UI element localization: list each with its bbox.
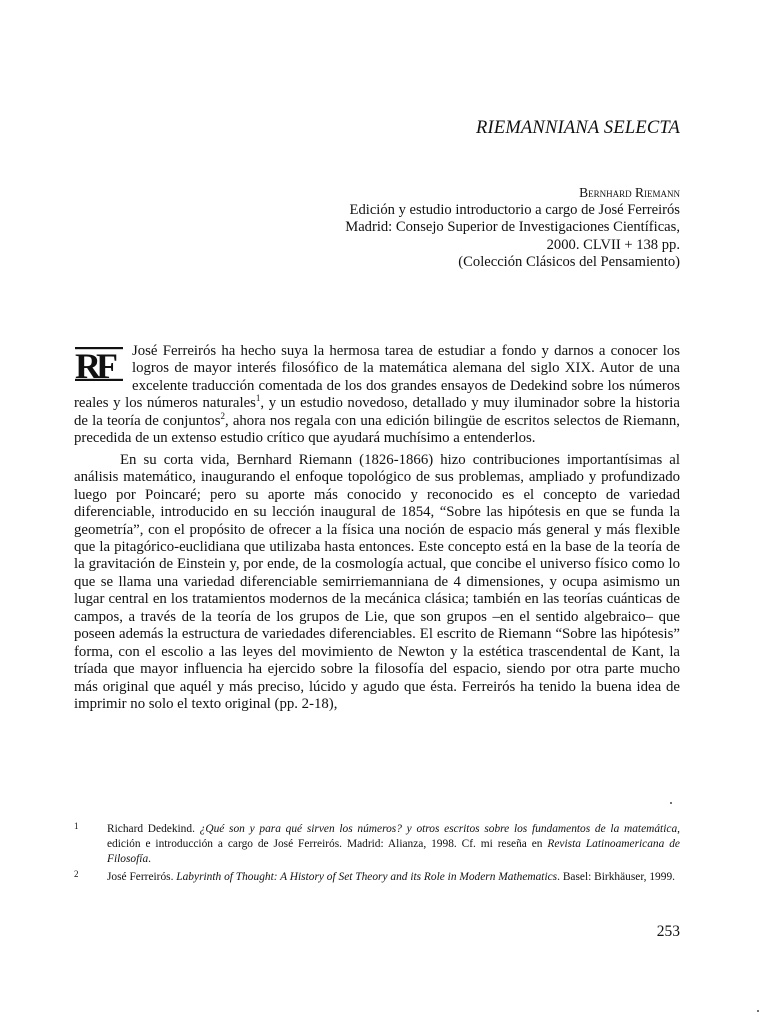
review-title: RIEMANNIANA SELECTA <box>475 118 680 138</box>
scan-speck <box>670 802 672 804</box>
bibliographic-block <box>200 184 680 272</box>
footnote-1: 1 Richard Dedekind. ¿Qué son y para qué sirven los números? y otros escritos sobre los fundamentos de la matemática, edición e introducción a cargo de José Ferreirós. Madrid: Alianza, 1998. Cf. mi reseña en Revista Latinoamericana de Filosofía. <box>74 821 680 866</box>
page-number: 253 <box>656 923 680 940</box>
paragraph-1-text-a: José Ferreirós ha hecho suya la hermosa tarea de estudiar a fondo y darnos a conocer los logros de mayor interés filosófico de la matemática alemana del siglo XIX. Autor de una excelente traducción comentada de los dos grandes ensayos de Dedekind sobre los números reales y los números naturales <box>74 343 680 412</box>
biblio-line-collection: (Colección Clásicos del Pensamiento) <box>458 254 680 271</box>
dropcap-logo <box>74 347 124 381</box>
footnote-journal-title: Revista Latinoamericana de Filosofía <box>107 838 680 866</box>
footnote-book-title: Labyrinth of Thought: A History of Set Theory and its Role in Modern Mathematics <box>176 870 558 883</box>
svg-text:RF: RF <box>75 347 113 381</box>
footnote-ref-1[interactable]: 1 <box>255 393 261 404</box>
footnote-number: 2 <box>74 868 79 879</box>
footnote-number: 1 <box>74 821 79 831</box>
footnote-book-title: ¿Qué son y para qué sirven los números? y otros escritos sobre los fundamentos de la matemática <box>199 823 678 835</box>
paragraph-1-text-b: , y un estudio novedoso, detallado y muy iluminador sobre la historia de la teoría de conjuntos <box>74 395 680 429</box>
book-author: Bernhard Riemann <box>579 185 680 200</box>
paragraph-2: En su corta vida, Bernhard Riemann (1826-1866) hizo contribuciones importantísimas al análisis matemático, inaugurando el enfoque topológico de sus problemas, ampliado y profundizado luego por Poincaré; pero su aporte más conocido y reconocido es el concepto de variedad diferenciable, introducido en su lección inaugural de 1854, “Sobre las hipótesis en que se funda la geometría”, con el propósito de ofrecer a la física una noción de espacio más general y más flexible que la pitagórico-euclidiana que utilizaba hasta entonces. Este concepto está en la base de la teoría de la gravitación de Einstein y, por ende, de la cosmología actual, que concibe el universo físico como lo que se llama una variedad diferenciable semirriemanniana de 4 dimensiones, y ocupa asimismo un lugar central en los tratamientos modernos de la mecánica clásica; también en las teorías cuánticas de campos, a través de la teoría de los grupos de Lie, que son grupos –en el sentido algebraico– que poseen además la estructura de variedades diferenciables. El escrito de Riemann “Sobre las hipótesis” forma, con el escolio a las leyes del movimiento de Newton y la estética trascendental de Kant, la tríada que mayor influencia ha ejercido sobre la filosofía del espacio, siendo por otra parte mucho más original que aquél y más preciso, lúcido y agudo que ésta. Ferreirós ha tenido la buena idea de imprimir no solo el texto original (pp. 2-18), <box>74 451 680 713</box>
footnote-ref-2[interactable]: 2 <box>220 410 225 421</box>
biblio-line-publisher: Madrid: Consejo Superior de Investigaciones Científicas, <box>345 219 680 236</box>
footnote-2: 2 José Ferreirós. Labyrinth of Thought: A History of Set Theory and its Role in Modern Mathematics. Basel: Birkhäuser, 1999. <box>74 868 675 883</box>
biblio-line-year-pages: 2000. CLVII + 138 pp. <box>546 236 680 253</box>
biblio-line-editor: Edición y estudio introductorio a cargo de José Ferreirós <box>349 201 680 218</box>
footnotes <box>74 822 680 887</box>
paragraph-1 <box>74 343 680 448</box>
scan-speck <box>757 1010 759 1012</box>
paragraph-1-text-c: , ahora nos regala con una edición bilingüe de escritos selectos de Riemann, precedida de un extenso estudio crítico que ayudará muchísimo a entenderlos. <box>74 412 680 447</box>
review-body <box>74 343 680 714</box>
